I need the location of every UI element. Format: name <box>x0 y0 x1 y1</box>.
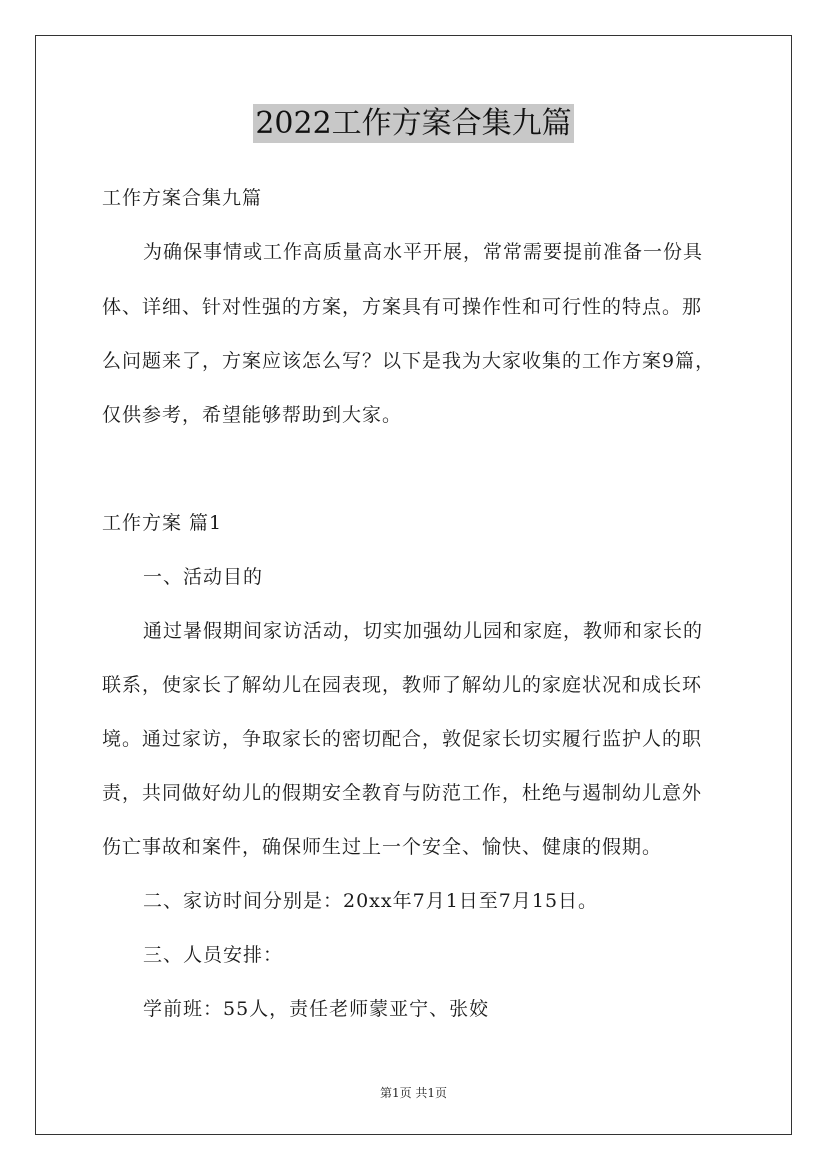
para-line-4: 责，共同做好幼儿的假期安全教育与防范工作，杜绝与遏制幼儿意外 <box>102 782 703 804</box>
intro-line-4: 仅供参考，希望能够帮助到大家。 <box>102 404 403 426</box>
item-heading-3: 三、人员安排： <box>143 944 284 966</box>
page-footer: 第1页 共1页 <box>379 1086 448 1100</box>
intro-line-1: 为确保事情或工作高质量高水平开展，常常需要提前准备一份具 <box>143 241 704 263</box>
para-line-2: 联系，使家长了解幼儿在园表现，教师了解幼儿的家庭状况和成长环 <box>102 674 703 696</box>
para-line-1: 通过暑假期间家访活动，切实加强幼儿园和家庭，教师和家长的 <box>143 620 704 642</box>
document-title: 2022工作方案合集九篇 <box>255 106 572 141</box>
para-line-5: 伤亡事故和案件，确保师生过上一个安全、愉快、健康的假期。 <box>102 836 663 858</box>
document-subtitle: 工作方案合集九篇 <box>102 187 263 209</box>
item-heading-2: 二、家访时间分别是：20xx年7月1日至7月15日。 <box>143 890 599 912</box>
item-heading-1: 一、活动目的 <box>143 566 264 588</box>
para-line-3: 境。通过家访，争取家长的密切配合，敦促家长切实履行监护人的职 <box>102 728 703 750</box>
intro-line-2: 体、详细、针对性强的方案，方案具有可操作性和可行性的特点。那 <box>102 296 703 318</box>
intro-line-3: 么问题来了，方案应该怎么写？以下是我为大家收集的工作方案9篇， <box>102 350 716 372</box>
section-heading: 工作方案 篇1 <box>102 512 223 534</box>
item-text-4: 学前班：55人，责任老师蒙亚宁、张姣 <box>143 998 490 1020</box>
